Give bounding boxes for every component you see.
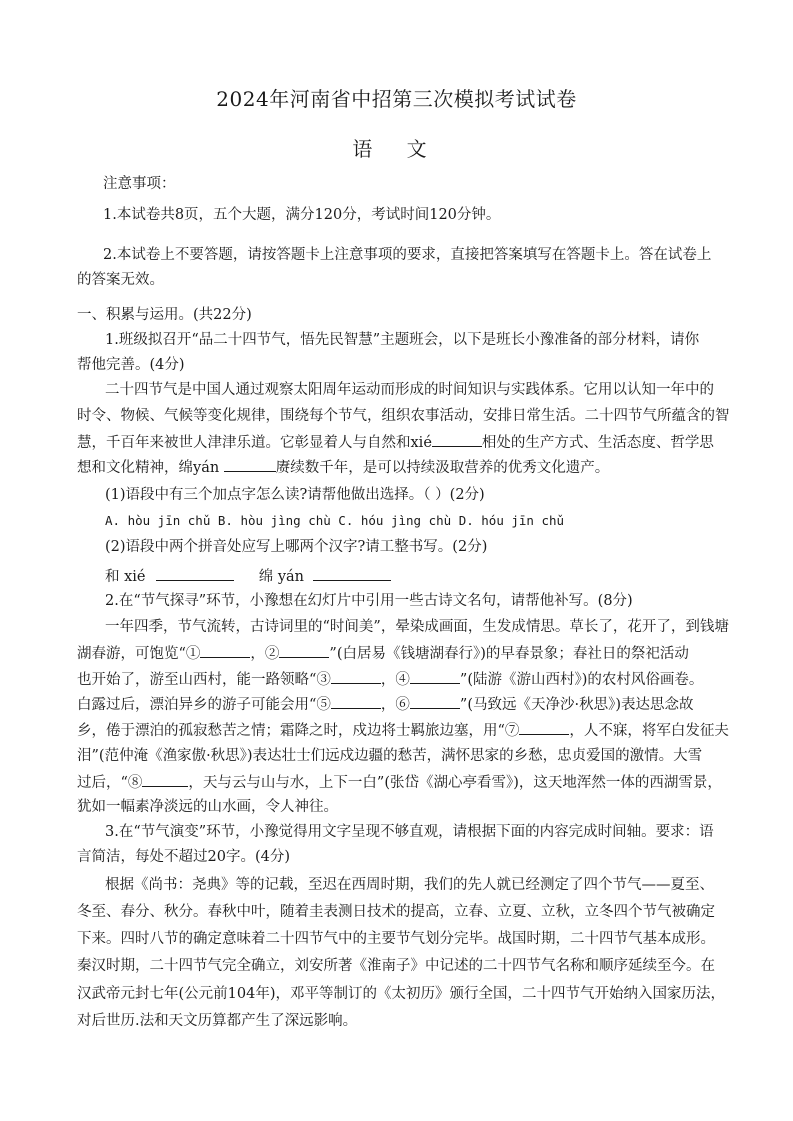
q2-text: ”(马致远《天净沙·秋思》)表达思念故	[459, 697, 694, 713]
q1-passage-line-3-end: 相处的生产方式、生活态度、哲学思	[481, 435, 714, 451]
q2-passage-line-5	[77, 720, 729, 741]
pinyin-blank-xie	[432, 432, 482, 447]
poem-blank-3	[331, 669, 381, 684]
q3-prompt-line-2: 言简洁，每处不超过20字。(4分)	[77, 849, 290, 865]
q3-prompt-line-1: 3.在“节气演变”环节，小豫觉得用文字呈现不够直观，请根据下面的内容完成时间轴。要求：语	[105, 824, 714, 840]
poem-blank-2	[279, 643, 329, 658]
page-title: 2024年河南省中招第三次模拟考试试卷	[216, 87, 577, 111]
q3-passage-line-5: 汉武帝元封七年(公元前104年)，邓平等制订的《太初历》颁行全国，二十四节气开始纳入国家历法，	[77, 986, 725, 1002]
q2-text: ”(白居易《钱塘湖春行》)的早春景象；春社日的祭祀活动	[329, 646, 689, 662]
q3-passage-line-2: 冬至、春分、秋分。春秋中叶，随着圭表测日技术的提高，立春、立夏、立秋，立冬四个节气被确定	[77, 904, 715, 920]
q1-passage-line-4-end: 赓续数千年，是可以持续汲取营养的优秀文化遗产。	[275, 460, 610, 476]
q1-passage-line-4	[77, 457, 609, 478]
answer-blank-yan	[313, 566, 391, 581]
q2-passage-line-2	[77, 643, 689, 664]
poem-blank-7	[519, 720, 569, 735]
section-1-heading: 一、积累与运用。(共22分)	[77, 307, 252, 323]
q1-sub-question-2: (2)语段中两个拼音处应写上哪两个汉字?请工整书写。(2分)	[105, 539, 488, 555]
notes-item-2-line-2: 的答案无效。	[77, 272, 164, 288]
q3-passage-line-1: 根据《尚书：尧典》等的记载，至迟在西周时期，我们的先人就已经测定了四个节气——夏至、	[105, 877, 714, 893]
subject-heading: 语 文	[352, 137, 441, 161]
q1-prompt-line-1: 1.班级拟召开“品二十四节气，悟先民智慧”主题班会，以下是班长小豫准备的部分材料，请你	[105, 332, 700, 348]
q1-sub-question-1: (1)语段中有三个加点字怎么读?请帮他做出选择。（ ）(2分)	[105, 487, 485, 503]
q3-passage-line-3: 下来。四时八节的确定意味着二十四节气中的主要节气划分完毕。战国时期，二十四节气基本成形。	[77, 931, 715, 947]
notes-item-2-line-1: 2.本试卷上不要答题，请按答题卡上注意事项的要求，直接把答案填写在答题卡上。答在试卷上	[103, 247, 712, 263]
q2-text: 湖春游，可饱览“①	[77, 646, 201, 662]
q2-text: ，④	[380, 672, 410, 688]
q3-passage-line-4: 秦汉时期，二十四节气完全确立，刘安所著《淮南子》中记述的二十四节气名称和顺序延续至今。在	[77, 958, 715, 974]
answer-label-xie: 和 xié	[105, 569, 146, 585]
q1-passage-line-4-start: 想和文化精神，绵yán	[77, 460, 220, 476]
answer-label-yan: 绵 yán	[258, 569, 305, 585]
q2-passage-line-4	[77, 694, 694, 715]
q2-prompt: 2.在“节气探寻”环节，小豫想在幻灯片中引用一些古诗文名句，请帮他补写。(8分)	[105, 593, 633, 609]
q1-passage-line-3	[77, 432, 714, 453]
q2-passage-line-8: 犹如一幅素净淡远的山水画，令人神往。	[77, 799, 338, 815]
q2-passage-line-3	[77, 669, 703, 690]
answer-blank-xie	[156, 566, 234, 581]
notes-heading: 注意事项：	[103, 176, 176, 192]
q1-passage-line-3-start: 慧，千百年来被世人津津乐道。它彰显着人与自然和xié	[77, 435, 432, 451]
pinyin-blank-yan	[224, 457, 276, 472]
poem-blank-5	[331, 694, 381, 709]
q2-text: ，②	[250, 646, 280, 662]
poem-blank-4	[410, 669, 460, 684]
q2-text: ，⑥	[380, 697, 410, 713]
q1-prompt-line-2: 帮他完善。(4分)	[77, 357, 185, 373]
q2-passage-line-1: 一年四季，节气流转，古诗词里的“时间美”，晕染成画面，生发成情思。草长了，花开了，到钱塘	[105, 619, 729, 635]
q2-text: 白露过后，漂泊异乡的游子可能会用“⑤	[77, 697, 331, 713]
q3-passage-line-6: 对后世历.法和天文历算都产生了深远影响。	[77, 1013, 358, 1029]
q2-text: 过后，“⑧	[77, 775, 143, 791]
q2-text: ，人不寐，将军白发征夫	[569, 723, 729, 739]
q2-text: ，天与云与山与水，上下一白”(张岱《湖心亭看雪》)，这天地浑然一体的西湖雪景，	[188, 775, 722, 791]
q1-answer-line	[105, 566, 391, 587]
notes-item-1: 1.本试卷共8页，五个大题，满分120分，考试时间120分钟。	[103, 207, 501, 223]
q2-text: 也开始了，游至山西村，能一路领略“③	[77, 672, 331, 688]
poem-blank-6	[410, 694, 460, 709]
poem-blank-1	[200, 643, 250, 658]
q2-passage-line-7	[77, 772, 722, 793]
q2-passage-line-6: 泪”(范仲淹《渔家傲·秋思》)表达壮士们远戍边疆的愁苦，满怀思家的乡愁，忠贞爱国的激情。大雪	[77, 748, 703, 764]
q1-passage-line-1: 二十四节气是中国人通过观察太阳周年运动而形成的时间知识与实践体系。它用以认知一年中的	[105, 382, 714, 398]
q1-options: A. hòu jīn chǔ B. hòu jìng chù C. hóu jìng chù D. hóu jīn chǔ	[105, 513, 565, 528]
q2-text: 乡，倦于漂泊的孤寂愁苦之情；霜降之时，戍边将士羁旅边塞，用“⑦	[77, 723, 520, 739]
poem-blank-8	[142, 772, 188, 787]
q1-passage-line-2: 时令、物候、气候等变化规律，围绕每个节气，组织农事活动，安排日常生活。二十四节气所蕴含的智	[77, 408, 730, 424]
q2-text: ”(陆游《游山西村》)的农村风俗画卷。	[459, 672, 704, 688]
